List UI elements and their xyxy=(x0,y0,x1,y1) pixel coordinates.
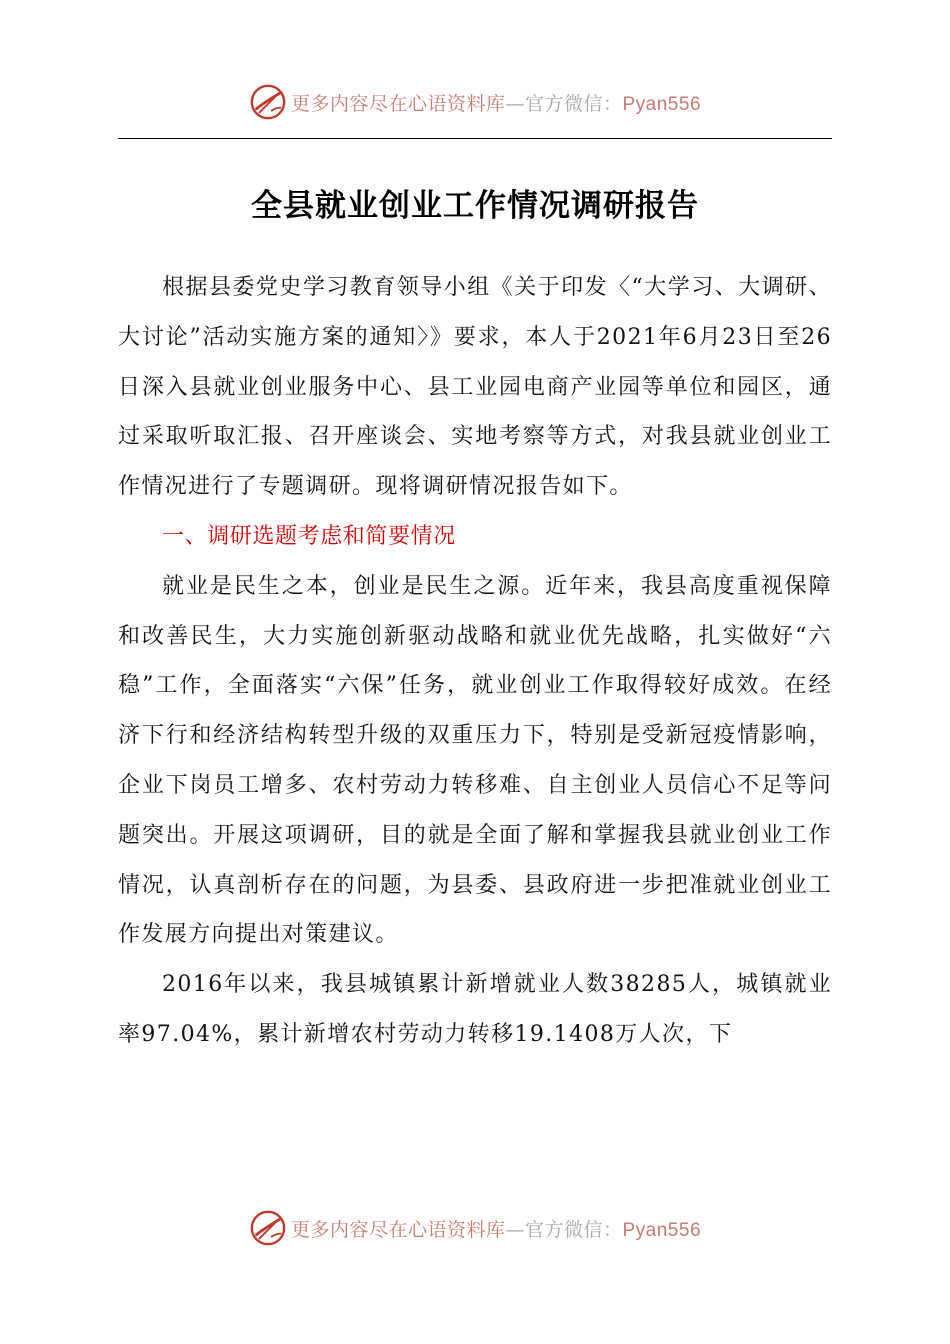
watermark-text-red: 更多内容尽在心语资料库 xyxy=(290,92,506,115)
pen-circle-logo-icon xyxy=(249,83,287,121)
section-heading: 一、调研选题考虑和简要情况 xyxy=(162,523,456,549)
document-title: 全县就业创业工作情况调研报告 xyxy=(251,188,699,224)
intro-paragraph: 根据县委党史学习教育领导小组《关于印发〈“大学习、大调研、大讨论”活动实施方案的通知〉》要求，本人于2021年6月23日至26日深入县就业创业服务中心、县工业园电商产业园等单位和园区，通过采取听取汇报、召开座谈会、实地考察等方式，对我县就业创业工作情况进行了专题调研。现将调研情况报告如下。 xyxy=(118,275,832,500)
watermark-text-red: 更多内容尽在心语资料库 xyxy=(290,1218,506,1241)
watermark-text-grey: —官方微信： xyxy=(505,92,623,115)
document-body xyxy=(118,263,832,1060)
body-paragraph: 就业是民生之本，创业是民生之源。近年来，我县高度重视保障和改善民生，大力实施创新驱动战略和就业优先战略，扎实做好“六稳”工作，全面落实“六保”任务，就业创业工作取得较好成效。在经济下行和经济结构转型升级的双重压力下，特别是受新冠疫情影响，企业下岗员工增多、农村劳动力转移难、自主创业人员信心不足等问题突出。开展这项调研，目的就是全面了解和掌握我县就业创业工作情况，认真剖析存在的问题，为县委、县政府进一步把准就业创业工作发展方向提出对策建议。 xyxy=(118,573,832,948)
watermark-text xyxy=(291,1215,701,1242)
watermark-text xyxy=(291,89,701,116)
watermark-banner-bottom xyxy=(0,1208,950,1248)
watermark-text-grey: —官方微信： xyxy=(505,1218,623,1241)
watermark-wechat-id: Pyan556 xyxy=(622,1219,702,1241)
watermark-banner-top xyxy=(0,82,950,122)
pen-circle-logo-icon xyxy=(249,1209,287,1247)
header-divider xyxy=(118,138,832,139)
body-paragraph: 2016年以来，我县城镇累计新增就业人数38285人，城镇就业率97.04%，累计新增农村劳动力转移19.1408万人次，下 xyxy=(118,972,832,1047)
watermark-wechat-id: Pyan556 xyxy=(622,93,702,115)
